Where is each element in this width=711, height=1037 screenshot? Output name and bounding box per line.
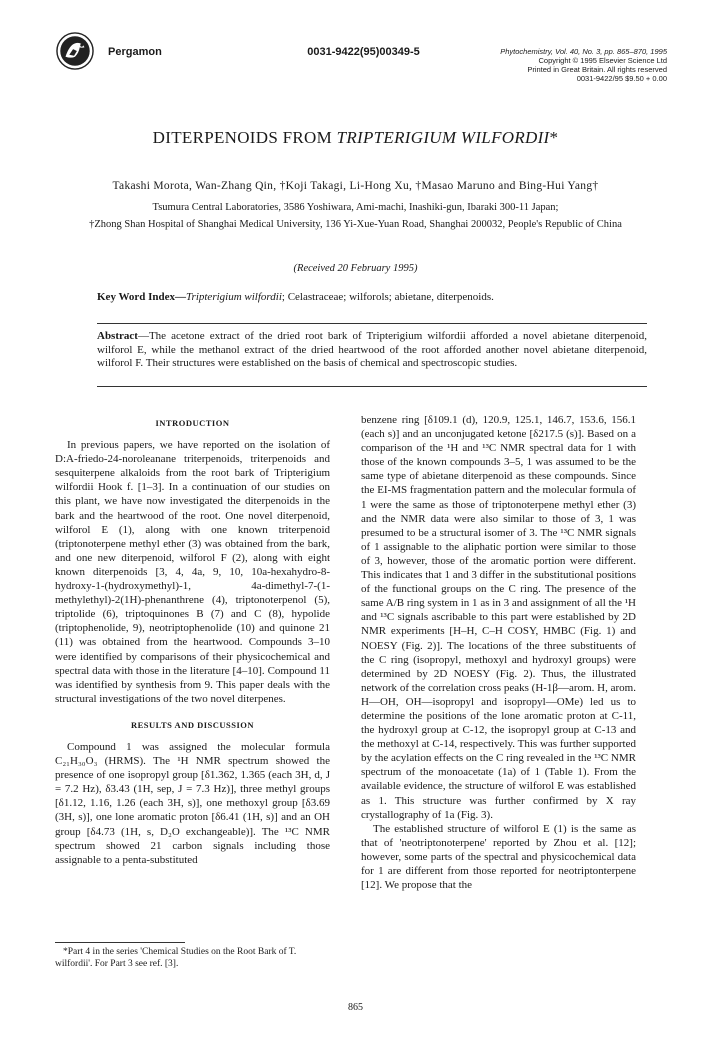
right-column: [361, 413, 636, 892]
author-list: Takashi Morota, Wan-Zhang Qin, †Koji Takagi, Li-Hong Xu, †Masao Maruno and Bing-Hui Yang†: [112, 180, 599, 192]
keywords-rest: ; Celastraceae; wilforols; abietane, diterpenoids.: [281, 291, 494, 303]
doi-text: 0031-9422(95)00349-5: [307, 46, 420, 58]
title-italic: TRIPTERIGIUM WILFORDII: [336, 128, 550, 147]
title-footnote-mark: *: [549, 128, 559, 147]
affiliation-2: †Zhong Shan Hospital of Shanghai Medical University, 136 Yi-Xue-Yuan Road, Shanghai 200032, People's Republic of China: [89, 219, 622, 230]
title-prefix: DITERPENOIDS FROM: [152, 128, 337, 147]
publisher-name: Pergamon: [108, 46, 162, 58]
abstract-text: —The acetone extract of the dried root bark of Tripterigium wilfordii afforded a novel abietane diterpenoid, wilforol E, while the methanol extract of the dried heartwood of the root afforded another novel abietane diterpenoid, wilforol F. Their structures were established on the basis of chemical and spectroscopic studies.: [97, 330, 647, 369]
left-column: [55, 416, 330, 867]
affiliation-1: Tsumura Central Laboratories, 3586 Yoshiwara, Ami-machi, Inashiki-gun, Ibaraki 300-11 Japan;: [152, 202, 559, 213]
intro-paragraph: In previous papers, we have reported on the isolation of D:A-friedo-24-noroleanane triterpenoids, triterpenoids and sesquiterpene alkaloids from the root bark of Tripterigium wilfordii Hook f. [1–3]. In a continuation of our studies on this plant, we have now investigated the diterpenoids in the bark and the heartwood of the root. One novel diterpenoid, wilforol E (1), along with one known triterpenoid (triptonoterpene methyl ether (3) was obtained from the bark, and one new diterpenoid, wilforol F (2), along with eight known diterpenoids [3, 4, 4a, 9, 10, 10a-hexahydro-8-hydroxy-1-(hydroxymethyl)-1, 4a-dimethyl-7-(1-methylethyl)-2(1H)-phenanthrene (4), triptonoterpenol (5), triptolide (6), triptoquinones B (7) and C (8), hypolide (triptophenolide, 9), neotriptophenolide (10) and quinone 21 (11) was obtained from the heartwood. Compounds 3–10 were identified by comparisons of their physicochemical and spectral data with those in the literature [4–10]. Compound 11 was identified by synthesis from 9. This paper deals with the structural investigations of the two novel diterpenes.: [55, 439, 330, 705]
article-title: [0, 128, 711, 148]
results-heading: RESULTS AND DISCUSSION: [130, 719, 255, 730]
journal-info: [500, 47, 667, 83]
price-line: 0031-9422/95 $9.50 + 0.00: [576, 74, 667, 83]
page-number: 865: [348, 1002, 363, 1013]
footnote-rule: [55, 942, 185, 943]
printed-line: Printed in Great Britain. All rights reserved: [527, 65, 667, 74]
right-paragraph-2: The established structure of wilforol E (1) is the same as that of 'neotriptonoterpene' reported by Zhou et al. [12]; however, some parts of the spectral and physicochemical data for 1 are different from those reported for neotriptonterpene [12]. We propose that the: [361, 822, 636, 892]
right-paragraph-1: benzene ring [δ109.1 (d), 120.9, 125.1, 146.7, 153.6, 156.1 (each s)] and an unconjugated ketone [δ217.5 (s)]. Based on a comparison of the ¹H and ¹³C NMR spectral data for 1 with those of the known compounds 3–5, 1 was assumed to be the same type of abietane diterpenoid as these compounds. Since the EI-MS fragmentation pattern and the molecular formula of 1 were the same as those of triptonoterpene methyl ether (3) and the NMR data were also similar to those of 3, 1 was presumed to be a structural isomer of 3. The ¹³C NMR signals of 1 assignable to the aliphatic portion were similar to those of 3, however, those of the aromatic portion were different. This indicates that 1 and 3 differ in the substitutional positions of the functional groups on the C ring. The presence of the same A/B ring system in 1 as in 3 and assignment of all the ¹H and ¹³C signals ascribable to this part were established by 2D NMR experiments [H–H, C–H COSY, HMBC (Fig. 1) and NOESY (Fig. 2)]. The locations of the three substituents of the C ring (isopropyl, methoxyl and hydroxyl groups) were determined by 2D NOESY (Fig. 2). Thus, the illustrated network of the correlation cross peaks (H-1β—arom. H, arom. H—OH, OH—isopropyl and isopropyl—OMe) led us to determine the positions of the lone aromatic proton at C-11, the hydroxyl group at C-12, the isopropyl group at C-13 and the methoxyl at C-14, respectively. This was further supported by the acylation effects on the C ring revealed in the ¹³C NMR spectrum of the monoacetate (1a) of 1 (Table 1). From the available evidence, the structure of wilforol E was established as 1. This structure was further confirmed by X ray crystallography of 1a (Fig. 3).: [361, 414, 636, 821]
keywords-label: Key Word Index—: [97, 291, 187, 303]
intro-heading: INTRODUCTION: [155, 418, 230, 428]
abstract: [97, 330, 647, 371]
journal-citation: Phytochemistry, Vol. 40, No. 3, pp. 865–870, 1995: [500, 47, 667, 56]
results-paragraph: Compound 1 was assigned the molecular formula C₂₁H₃₀O₃ (HRMS). The ¹H NMR spectrum showed the presence of one isopropyl group [δ1.362, 1.365 (each 3H, d, J = 7.2 Hz), δ3.43 (1H, sep, J = 7.3 Hz)], three methyl groups [δ1.12, 1.16, 1.26 (each 3H, s)], one methoxyl group [δ3.69 (3H, s)], one lone aromatic proton [δ6.41 (1H, s)] and an OH group [δ4.73 (1H, s, D₂O exchangeable)]. The ¹³C NMR spectrum showed 21 carbon signals including those assignable to a penta-substituted: [55, 740, 330, 866]
keywords-species: Tripterigium wilfordii: [186, 291, 282, 303]
abstract-label: Abstract: [97, 330, 138, 342]
copyright-line: Copyright © 1995 Elsevier Science Ltd: [538, 56, 667, 65]
abstract-bottom-rule: [97, 386, 647, 387]
keyword-index: [97, 291, 494, 303]
abstract-top-rule: [97, 323, 647, 324]
footnote: *Part 4 in the series 'Chemical Studies on the Root Bark of T. wilfordii'. For Part 3 see ref. [3].: [55, 947, 297, 969]
received-date: (Received 20 February 1995): [293, 263, 418, 274]
